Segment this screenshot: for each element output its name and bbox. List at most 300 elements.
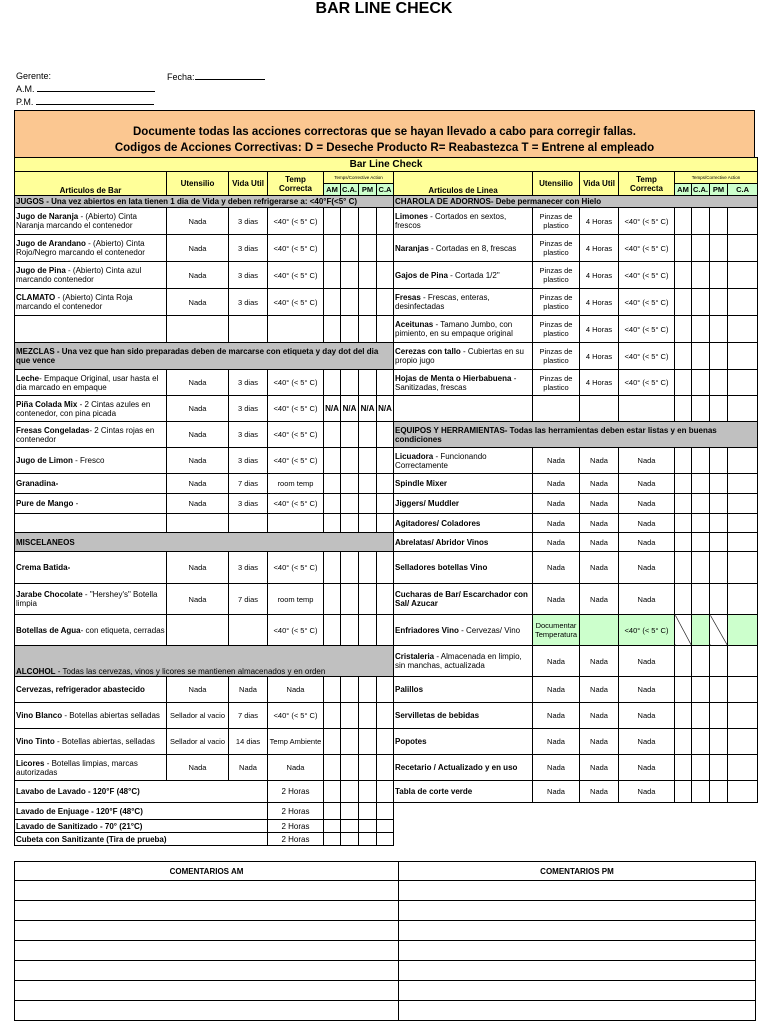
am-check[interactable] — [324, 729, 341, 755]
shelf-life — [580, 615, 619, 646]
utensil: Nada — [167, 677, 229, 703]
comment-pm-line[interactable] — [399, 1001, 756, 1021]
am-check[interactable] — [324, 584, 341, 615]
am-check[interactable] — [675, 235, 692, 262]
item-name: Jugo de Arandano — [16, 239, 86, 248]
comment-am-line[interactable] — [15, 921, 399, 941]
am-corrective[interactable] — [341, 755, 359, 781]
pm-corrective[interactable] — [377, 316, 394, 343]
pm-check[interactable] — [710, 262, 728, 289]
pm-corrective[interactable] — [377, 803, 394, 820]
item-name: Jugo de Pina — [16, 266, 66, 275]
item-description: - (Abierto) Cinta azul marcando contenedor — [16, 266, 142, 284]
pm-check[interactable] — [710, 316, 728, 343]
shelf-life: 7 dias — [229, 474, 268, 494]
am-check[interactable] — [675, 474, 692, 494]
comment-am-line[interactable] — [15, 981, 399, 1001]
am-corrective[interactable] — [341, 820, 359, 833]
pm-corrective[interactable] — [377, 289, 394, 316]
shelf-life: 3 dias — [229, 289, 268, 316]
pm-check[interactable] — [359, 584, 377, 615]
utensil: Sellador al vacio — [167, 703, 229, 729]
pm-check[interactable] — [359, 448, 377, 474]
pm-check[interactable] — [359, 833, 377, 846]
pm-corrective[interactable] — [728, 494, 758, 514]
am-corrective[interactable] — [692, 615, 710, 646]
am-check[interactable] — [324, 422, 341, 448]
am-corrective[interactable] — [341, 729, 359, 755]
comment-pm-line[interactable] — [399, 881, 756, 901]
item-description: - Botellas abiertas, selladas — [54, 737, 155, 746]
pm-check[interactable] — [359, 208, 377, 235]
pm-check[interactable] — [710, 781, 728, 803]
pm-corrective[interactable] — [377, 514, 394, 533]
am-corrective[interactable] — [692, 235, 710, 262]
shelf-life: 7 dias — [229, 584, 268, 615]
pm-corrective[interactable] — [728, 316, 758, 343]
correct-temp: Nada — [619, 494, 675, 514]
pm-check[interactable] — [710, 514, 728, 533]
pm-check[interactable] — [710, 533, 728, 552]
am-corrective[interactable] — [692, 316, 710, 343]
pm-corrective[interactable] — [377, 615, 394, 646]
am-check[interactable] — [675, 646, 692, 677]
am-check[interactable] — [675, 514, 692, 533]
table-row — [15, 755, 758, 781]
comment-line — [15, 961, 756, 981]
comments-am-header: COMENTARIOS AM — [15, 862, 399, 881]
pm-corrective[interactable] — [377, 820, 394, 833]
am-corrective[interactable] — [341, 615, 359, 646]
pm-corrective[interactable] — [377, 370, 394, 396]
am-check[interactable] — [675, 781, 692, 803]
am-corrective[interactable] — [341, 316, 359, 343]
pm-check[interactable] — [359, 474, 377, 494]
shelf-life: 4 Horas — [580, 208, 619, 235]
comment-pm-line[interactable] — [399, 961, 756, 981]
correct-temp: Nada — [619, 703, 675, 729]
am-corrective[interactable] — [692, 494, 710, 514]
right-item — [394, 289, 533, 316]
correct-temp: Nada — [619, 448, 675, 474]
section-header: CHAROLA DE ADORNOS- Debe permanecer con Hielo — [394, 196, 758, 208]
utensil — [533, 396, 580, 422]
pm-check[interactable] — [359, 316, 377, 343]
am-corrective[interactable] — [341, 584, 359, 615]
pm-corrective[interactable] — [377, 494, 394, 514]
am-corrective[interactable] — [692, 781, 710, 803]
shelf-life: Nada — [580, 729, 619, 755]
am-corrective[interactable] — [692, 448, 710, 474]
am-corrective[interactable] — [692, 289, 710, 316]
pm-check[interactable]: N/A — [359, 396, 377, 422]
am-corrective[interactable] — [341, 494, 359, 514]
item-description: - Fresco — [72, 456, 105, 465]
am-check[interactable] — [324, 552, 341, 584]
item-name: Selladores botellas Vino — [395, 563, 488, 572]
pm-corrective[interactable] — [377, 677, 394, 703]
am-corrective[interactable] — [692, 514, 710, 533]
pm-check[interactable] — [710, 677, 728, 703]
table-row — [15, 316, 758, 343]
item-name: CLAMATO — [16, 293, 56, 302]
am-corrective[interactable]: N/A — [341, 396, 359, 422]
shelf-life: 3 dias — [229, 370, 268, 396]
item-description: - Empaque Original, usar hasta el dia marcado en empaque — [16, 373, 159, 392]
am-check[interactable] — [675, 615, 692, 646]
pm-check[interactable] — [359, 820, 377, 833]
am-check[interactable] — [324, 677, 341, 703]
pm-corrective[interactable] — [728, 584, 758, 615]
left-item — [15, 494, 167, 514]
pm-corrective[interactable] — [728, 343, 758, 370]
pm-check[interactable] — [710, 289, 728, 316]
comment-am-line[interactable] — [15, 1001, 399, 1021]
am-corrective[interactable] — [692, 552, 710, 584]
table-row — [15, 820, 758, 833]
utensil: Nada — [533, 448, 580, 474]
pm-corrective[interactable] — [728, 262, 758, 289]
am-corrective[interactable] — [692, 474, 710, 494]
pm-check[interactable] — [710, 729, 728, 755]
pm-check[interactable] — [710, 370, 728, 396]
pm-corrective[interactable] — [728, 533, 758, 552]
pm-check[interactable] — [359, 552, 377, 584]
pm-corrective[interactable] — [377, 448, 394, 474]
item-name: Recetario / Actualizado y en uso — [395, 763, 518, 772]
correct-temp: <40° (< 5° C) — [619, 370, 675, 396]
comment-pm-line[interactable] — [399, 981, 756, 1001]
am-check[interactable] — [324, 755, 341, 781]
pm-corrective[interactable] — [728, 289, 758, 316]
am-check[interactable] — [324, 514, 341, 533]
pm-check[interactable] — [710, 552, 728, 584]
pm-check[interactable] — [359, 803, 377, 820]
am-check[interactable] — [324, 820, 341, 833]
am-check[interactable] — [324, 833, 341, 846]
am-corrective[interactable] — [692, 729, 710, 755]
comment-am-line[interactable] — [15, 961, 399, 981]
right-item — [394, 552, 533, 584]
shelf-life: 3 dias — [229, 422, 268, 448]
pm-check[interactable] — [710, 584, 728, 615]
pm-corrective[interactable] — [377, 729, 394, 755]
instructions-line: Documente todas las acciones correctoras que se hayan llevado a cabo para corregir fallas. — [132, 126, 636, 138]
pm-corrective[interactable] — [377, 422, 394, 448]
am-check[interactable] — [324, 262, 341, 289]
item-description: - Cervezas/ Vino — [458, 625, 521, 635]
comment-am-line[interactable] — [15, 901, 399, 921]
pm-check[interactable] — [710, 755, 728, 781]
am-check[interactable] — [324, 703, 341, 729]
item-name: Gajos de Pina — [395, 270, 448, 280]
utensil: Nada — [167, 755, 229, 781]
correct-temp: Nada — [268, 755, 324, 781]
pm-check[interactable] — [710, 615, 728, 646]
am-corrective[interactable] — [692, 755, 710, 781]
header-pm: PM — [359, 184, 377, 196]
pm-corrective[interactable] — [728, 781, 758, 803]
pm-corrective[interactable] — [728, 552, 758, 584]
correct-temp: Nada — [619, 646, 675, 677]
am-check[interactable] — [675, 448, 692, 474]
right-item — [394, 514, 533, 533]
table-row — [15, 262, 758, 289]
am-corrective[interactable] — [341, 262, 359, 289]
am-corrective[interactable] — [341, 448, 359, 474]
item-name: Fresas Congeladas — [16, 425, 90, 435]
shelf-life: 3 dias — [229, 396, 268, 422]
am-check[interactable] — [324, 781, 341, 803]
am-check[interactable] — [675, 396, 692, 422]
pm-check[interactable] — [710, 208, 728, 235]
utensil: Pinzas de plastico — [533, 370, 580, 396]
pm-corrective[interactable] — [377, 474, 394, 494]
item-name: Enfriadores Vino — [395, 625, 459, 635]
am-check[interactable] — [675, 316, 692, 343]
pm-corrective[interactable] — [728, 615, 758, 646]
correct-temp: Nada — [619, 514, 675, 533]
utensil: Nada — [533, 474, 580, 494]
am-corrective[interactable] — [692, 584, 710, 615]
pm-check[interactable] — [359, 615, 377, 646]
table-row — [15, 833, 758, 846]
pm-corrective[interactable] — [377, 552, 394, 584]
am-check[interactable] — [324, 448, 341, 474]
am-corrective[interactable] — [692, 370, 710, 396]
pm-corrective[interactable] — [728, 208, 758, 235]
date-field[interactable]: Fecha: — [167, 71, 265, 83]
am-check[interactable] — [675, 552, 692, 584]
am-corrective[interactable] — [341, 235, 359, 262]
am-check[interactable] — [324, 208, 341, 235]
pm-corrective[interactable] — [728, 474, 758, 494]
pm-check[interactable] — [710, 494, 728, 514]
pm-corrective[interactable] — [377, 833, 394, 846]
codes-line: Codigos de Acciones Correctivas: D = Deseche Producto R= Reabastezca T = Entrene al empleado — [114, 142, 655, 154]
pm-corrective[interactable] — [377, 781, 394, 803]
pm-check[interactable] — [359, 755, 377, 781]
am-corrective[interactable] — [692, 343, 710, 370]
pm-corrective[interactable] — [728, 235, 758, 262]
utensil: Pinzas de plastico — [533, 262, 580, 289]
shelf-life: 3 dias — [229, 208, 268, 235]
am-check[interactable] — [675, 703, 692, 729]
comment-pm-line[interactable] — [399, 941, 756, 961]
pm-corrective[interactable] — [728, 646, 758, 677]
am-check[interactable] — [675, 343, 692, 370]
am-check[interactable] — [324, 474, 341, 494]
am-corrective[interactable] — [341, 514, 359, 533]
am-corrective[interactable] — [341, 474, 359, 494]
header-ca: C.A. — [693, 185, 708, 194]
correct-temp: room temp — [268, 474, 324, 494]
pm-corrective[interactable] — [728, 729, 758, 755]
am-corrective[interactable] — [341, 803, 359, 820]
shelf-life — [580, 396, 619, 422]
item-name: Leche — [16, 373, 40, 383]
item-name: Botellas de Agua — [16, 625, 81, 635]
pm-check[interactable] — [710, 703, 728, 729]
left-item — [15, 615, 167, 646]
correct-temp: Nada — [619, 584, 675, 615]
am-corrective[interactable] — [692, 396, 710, 422]
pm-field[interactable]: P.M. — [16, 96, 154, 108]
am-check[interactable] — [675, 370, 692, 396]
am-check[interactable] — [324, 370, 341, 396]
shelf-life: 3 dias — [229, 552, 268, 584]
table-row — [15, 196, 758, 208]
am-corrective[interactable] — [341, 208, 359, 235]
am-check[interactable] — [675, 494, 692, 514]
am-corrective[interactable] — [341, 552, 359, 584]
pm-corrective[interactable] — [377, 208, 394, 235]
pm-corrective[interactable] — [728, 677, 758, 703]
utensil: Nada — [167, 474, 229, 494]
shelf-life: Nada — [580, 781, 619, 803]
utensil: Nada — [167, 494, 229, 514]
left-item — [15, 316, 167, 343]
utensil: Nada — [167, 396, 229, 422]
am-check[interactable] — [324, 494, 341, 514]
page-title: BAR LINE CHECK — [315, 0, 453, 17]
manager-label: Gerente: — [16, 71, 52, 81]
pm-check[interactable] — [710, 343, 728, 370]
am-corrective[interactable] — [692, 262, 710, 289]
comment-am-line[interactable] — [15, 881, 399, 901]
wash-interval: 2 Horas — [268, 833, 324, 846]
item-name: Cristaleria — [395, 652, 435, 661]
am-corrective[interactable] — [692, 208, 710, 235]
comment-line — [15, 1001, 756, 1021]
comment-line — [15, 881, 756, 901]
shelf-life: 4 Horas — [580, 316, 619, 343]
left-item — [15, 422, 167, 448]
pm-check[interactable] — [710, 448, 728, 474]
item-name: Jiggers/ Muddler — [395, 499, 460, 508]
pm-corrective[interactable] — [377, 755, 394, 781]
am-corrective[interactable] — [692, 533, 710, 552]
correct-temp: <40° (< 5° C) — [619, 208, 675, 235]
pm-corrective[interactable] — [728, 755, 758, 781]
pm-corrective[interactable] — [728, 703, 758, 729]
pm-check[interactable] — [359, 494, 377, 514]
pm-check[interactable] — [359, 422, 377, 448]
pm-corrective[interactable]: N/A — [377, 396, 394, 422]
pm-corrective[interactable] — [377, 262, 394, 289]
utensil: Nada — [533, 514, 580, 533]
pm-check[interactable] — [710, 235, 728, 262]
am-corrective[interactable] — [341, 677, 359, 703]
wash-interval: 2 Horas — [268, 781, 324, 803]
am-corrective[interactable] — [692, 703, 710, 729]
am-check[interactable] — [324, 615, 341, 646]
left-item — [15, 208, 167, 235]
pm-check[interactable] — [359, 370, 377, 396]
pm-corrective[interactable] — [728, 396, 758, 422]
am-check[interactable] — [324, 289, 341, 316]
right-item — [394, 533, 533, 552]
pm-check[interactable] — [710, 646, 728, 677]
table-row — [15, 494, 758, 514]
am-corrective[interactable] — [341, 833, 359, 846]
am-corrective[interactable] — [341, 422, 359, 448]
table-row — [15, 208, 758, 235]
am-check[interactable]: N/A — [324, 396, 341, 422]
pm-check[interactable] — [359, 235, 377, 262]
right-item — [394, 343, 533, 370]
item-name: Spindle Mixer — [395, 479, 448, 488]
pm-corrective[interactable] — [728, 448, 758, 474]
header-pm: PM — [710, 184, 728, 196]
utensil: Nada — [533, 703, 580, 729]
am-corrective[interactable] — [692, 646, 710, 677]
comment-am-line[interactable] — [15, 941, 399, 961]
pm-check[interactable] — [359, 677, 377, 703]
pm-corrective[interactable] — [377, 235, 394, 262]
item-description: - con etiqueta, cerradas — [80, 625, 165, 635]
item-name: Servilletas de bebidas — [395, 711, 480, 720]
right-item — [394, 781, 533, 803]
am-corrective[interactable] — [692, 677, 710, 703]
comment-pm-line[interactable] — [399, 921, 756, 941]
pm-corrective[interactable] — [377, 584, 394, 615]
pm-check[interactable] — [710, 396, 728, 422]
am-check[interactable] — [675, 755, 692, 781]
pm-check[interactable] — [359, 262, 377, 289]
am-check[interactable] — [675, 729, 692, 755]
am-check[interactable] — [324, 803, 341, 820]
table-row — [15, 533, 758, 552]
pm-corrective[interactable] — [728, 370, 758, 396]
am-check[interactable] — [675, 208, 692, 235]
am-check[interactable] — [675, 262, 692, 289]
left-item — [15, 235, 167, 262]
pm-check[interactable] — [359, 514, 377, 533]
correct-temp: <40° (< 5° C) — [268, 289, 324, 316]
pm-check[interactable] — [359, 729, 377, 755]
right-item — [394, 755, 533, 781]
am-check[interactable] — [675, 289, 692, 316]
am-check[interactable] — [324, 316, 341, 343]
pm-check[interactable] — [359, 703, 377, 729]
pm-corrective[interactable] — [377, 703, 394, 729]
am-check[interactable] — [324, 235, 341, 262]
am-corrective[interactable] — [341, 370, 359, 396]
header-temp: Temp Correcta — [268, 172, 324, 196]
am-corrective[interactable] — [341, 781, 359, 803]
am-corrective[interactable] — [341, 289, 359, 316]
am-corrective[interactable] — [341, 703, 359, 729]
am-check[interactable] — [675, 584, 692, 615]
shelf-life: 3 dias — [229, 494, 268, 514]
header-ca: C.A. — [342, 185, 357, 194]
pm-check[interactable] — [710, 474, 728, 494]
pm-check[interactable] — [359, 781, 377, 803]
am-field[interactable]: A.M. — [16, 83, 155, 95]
right-item — [394, 370, 533, 396]
shelf-life: Nada — [580, 448, 619, 474]
item-name: Licores — [16, 758, 45, 768]
pm-check[interactable] — [359, 289, 377, 316]
am-check[interactable] — [675, 533, 692, 552]
pm-corrective[interactable] — [728, 514, 758, 533]
right-item — [394, 729, 533, 755]
left-item — [15, 729, 167, 755]
comment-pm-line[interactable] — [399, 901, 756, 921]
am-check[interactable] — [675, 677, 692, 703]
shelf-life: Nada — [229, 755, 268, 781]
